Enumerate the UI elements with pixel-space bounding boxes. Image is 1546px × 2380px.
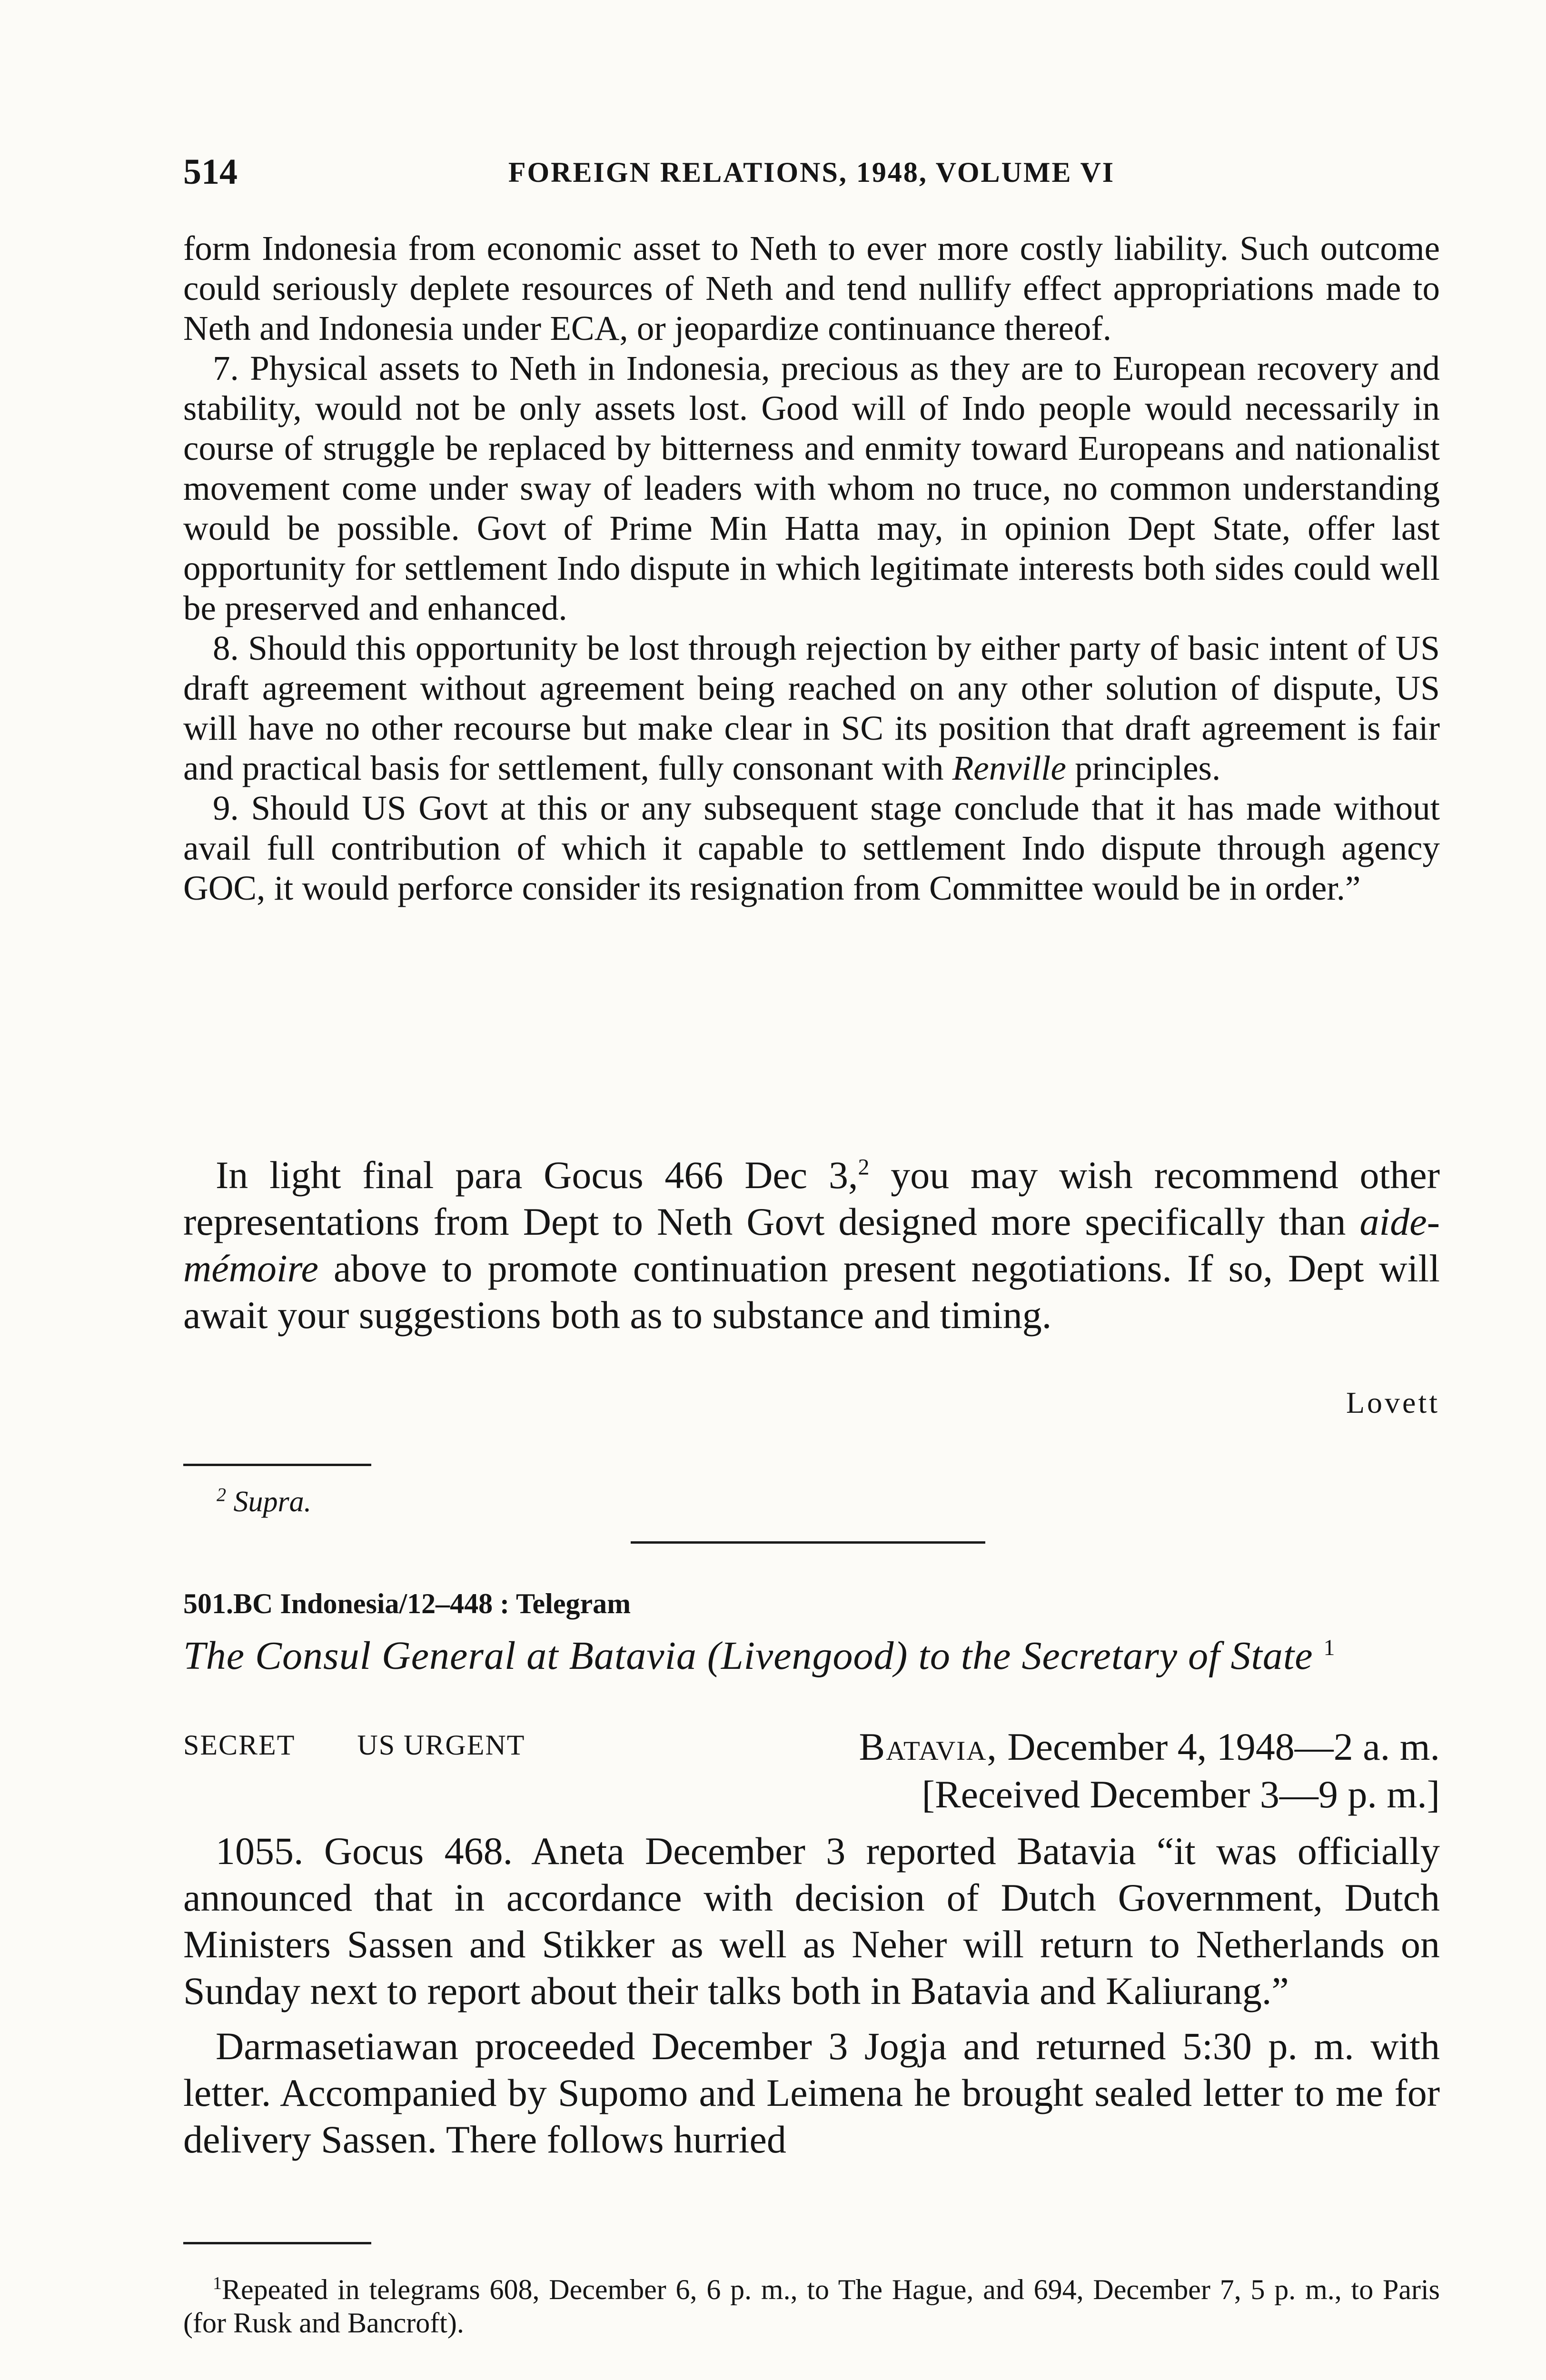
classification-urgent: US URGENT xyxy=(357,1729,525,1761)
date-text: December 4, 1948—2 a. m. xyxy=(1007,1725,1440,1768)
closing-paragraph-block xyxy=(183,1152,1440,1339)
closing-text-start: In light final para Gocus 466 Dec 3, xyxy=(216,1153,858,1197)
closing-paragraph xyxy=(183,1152,1440,1339)
document-title xyxy=(183,1633,1440,1679)
page-number: 514 xyxy=(183,152,238,192)
footnote-ref-1: 1 xyxy=(1323,1635,1336,1660)
footnote-repeated-text xyxy=(183,2273,1440,2340)
place-batavia: Batavia, xyxy=(859,1725,998,1768)
signature-lovett: Lovett xyxy=(1346,1386,1440,1419)
date-received: [Received December 3—9 p. m.] xyxy=(922,1773,1440,1816)
footnote-mark-1: 1 xyxy=(213,2273,222,2293)
file-reference: 501.BC Indonesia/12–448 : Telegram xyxy=(183,1588,631,1619)
closing-text-end: above to promote continuation present negotiations. If so, Dept will await your suggestions both as to substance and timing. xyxy=(183,1247,1440,1337)
paragraph-6-tail: form Indonesia from economic asset to Neth to ever more costly liability. Such outcome could seriously deplete resources of Neth and tend nullify effect appropriations made to Neth and Indonesia under ECA, or jeopardize continuance thereof. xyxy=(183,229,1440,347)
renville-italic: Renville xyxy=(952,749,1066,787)
paragraph-8-end: principles. xyxy=(1075,749,1221,787)
footnote-supra xyxy=(217,1485,311,1519)
telegram-paragraph-2: Darmasetiawan proceeded December 3 Jogja and returned 5:30 p. m. with letter. Accompanied by Supomo and Leimena he brought sealed letter to me for delivery Sassen. There follows hurried xyxy=(183,2024,1440,2161)
classification-secret: SECRET xyxy=(183,1729,296,1761)
paragraph-7: 7. Physical assets to Neth in Indonesia, precious as they are to European recovery and stability, would not be only assets lost. Good will of Indo people would necessarily in course of struggle be replaced by bitterness and enmity toward Europeans and nationalist movement come under sway of leaders with whom no truce, no common understanding would be possible. Govt of Prime Min Hatta may, in opinion Dept State, offer last opportunity for settlement Indo dispute in which legitimate interests both sides could well be preserved and enhanced. xyxy=(183,349,1440,627)
dateline xyxy=(859,1723,1440,1818)
footnote-ref-2: 2 xyxy=(858,1154,870,1180)
aide-memoire-italic: aide-mémoire xyxy=(183,1200,1440,1290)
classification-line xyxy=(183,1729,587,1762)
footnote-repeated xyxy=(183,2273,1440,2340)
footnote-divider-2 xyxy=(183,2242,371,2244)
footnote-divider xyxy=(183,1464,371,1466)
closing-text-mid: you may wish recommend other representations from Dept to Neth Govt designed more specifically than xyxy=(183,1153,1440,1243)
footnote-supra-text: Supra. xyxy=(233,1486,312,1518)
running-title: FOREIGN RELATIONS, 1948, VOLUME VI xyxy=(508,157,1115,188)
paragraph-8-text: 8. Should this opportunity be lost through rejection by either party of basic intent of US draft agreement without agreement being reached on any other solution of dispute, US will have no other recourse but make clear in SC its position that draft agreement is fair and practical basis for settlement, fully consonant with xyxy=(183,629,1440,787)
telegram-body xyxy=(183,1828,1440,2163)
paragraph-8 xyxy=(183,628,1440,788)
paragraph-9: 9. Should US Govt at this or any subsequent stage conclude that it has made without avail full contribution of which it capable to settlement Indo dispute through agency GOC, it would perforce consider its resignation from Committee would be in order.” xyxy=(183,789,1440,907)
date-sent xyxy=(859,1723,1440,1771)
telegram-paragraph-1: 1055. Gocus 468. Aneta December 3 reported Batavia “it was officially announced that in accordance with decision of Dutch Government, Dutch Ministers Sassen and Stikker as well as Neher will return to Netherlands on Sunday next to report about their talks both in Batavia and Kaliurang.” xyxy=(183,1829,1440,2013)
document-separator xyxy=(631,1541,985,1544)
document-title-text: The Consul General at Batavia (Livengood) to the Secretary of State xyxy=(183,1634,1313,1678)
footnote-mark-2: 2 xyxy=(217,1484,226,1506)
continued-aide-memoire xyxy=(183,228,1440,908)
footnote-repeated-body: Repeated in telegrams 608, December 6, 6 p. m., to The Hague, and 694, December 7, 5 p. m., to Paris (for Rusk and Bancroft). xyxy=(183,2274,1440,2339)
page-header xyxy=(183,151,1440,204)
